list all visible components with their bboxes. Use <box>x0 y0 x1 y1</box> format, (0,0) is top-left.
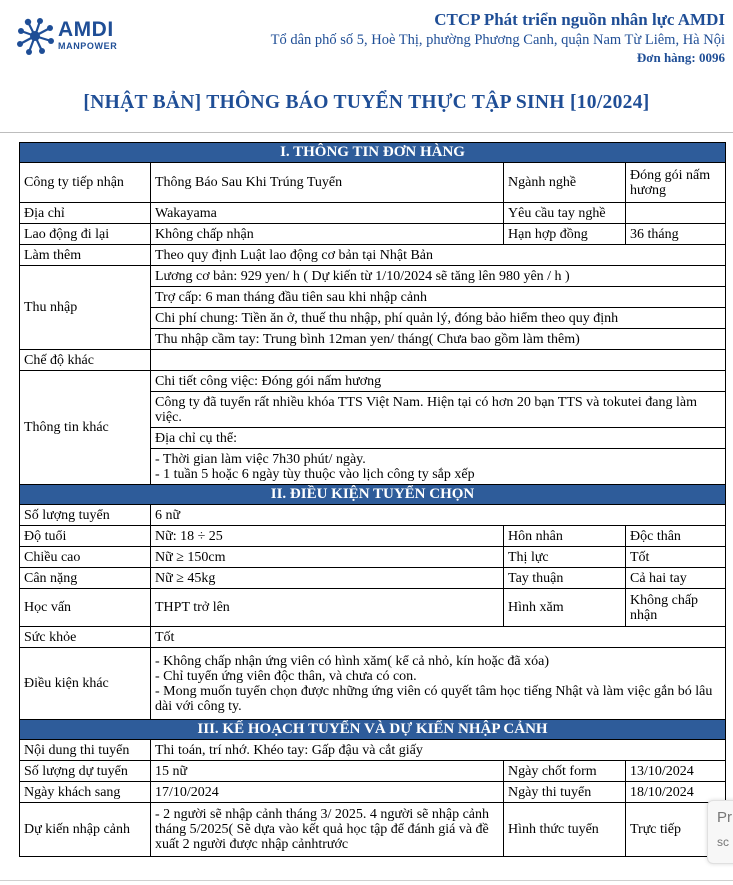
field-label: Cân nặng <box>20 568 151 589</box>
company-address: Tổ dân phố số 5, Hoè Thị, phường Phương Canh, quận Nam Từ Liêm, Hà Nội <box>270 32 725 48</box>
exam-content-value: Thi toán, trí nhớ. Khéo tay: Gấp đậu và cắt giấy <box>151 740 726 761</box>
other-conditions-cell <box>151 648 726 720</box>
other-info-line: - 1 tuần 5 hoặc 6 ngày tùy thuộc vào lịch công ty sắp xếp <box>155 466 475 482</box>
recruitment-sheet <box>19 142 725 857</box>
order-number: Đơn hàng: 0096 <box>636 50 725 65</box>
accompany-value: Không chấp nhận <box>151 224 504 245</box>
age-value: Nữ: 18 ÷ 25 <box>151 526 504 547</box>
income-line: Trợ cấp: 6 man tháng đầu tiên sau khi nhập cảnh <box>151 287 726 308</box>
field-label: Ngành nghề <box>504 163 626 203</box>
side-popup[interactable] <box>707 800 733 864</box>
field-label: Hôn nhân <box>504 526 626 547</box>
popup-text: Pr <box>717 809 732 826</box>
income-line: Lương cơ bản: 929 yen/ h ( Dự kiến từ 1/10/2024 sẽ tăng lên 980 yên / h ) <box>151 266 726 287</box>
industry-value: Đóng gói nấm hương <box>626 163 726 203</box>
other-benefit-value <box>151 350 726 371</box>
exam-date-value: 18/10/2024 <box>626 782 726 803</box>
field-label: Hình xăm <box>504 589 626 627</box>
edu-value: THPT trở lên <box>151 589 504 627</box>
table-row <box>20 782 726 803</box>
field-label: Thị lực <box>504 547 626 568</box>
section-heading-row <box>20 720 726 740</box>
skill-value <box>626 203 726 224</box>
field-label: Học vấn <box>20 589 151 627</box>
field-label: Tay thuận <box>504 568 626 589</box>
table-row <box>20 648 726 720</box>
company-name: CTCP Phát triển nguồn nhân lực AMDI <box>434 10 725 29</box>
field-label: Ngày thi tuyển <box>504 782 626 803</box>
field-label: Hình thức tuyển <box>504 803 626 857</box>
table-row <box>20 371 726 392</box>
section-heading-row <box>20 143 726 163</box>
section-2-heading: II. ĐIỀU KIỆN TUYỂN CHỌN <box>20 485 726 505</box>
table-row <box>20 627 726 648</box>
height-value: Nữ ≥ 150cm <box>151 547 504 568</box>
condition-line: - Mong muốn tuyển chọn được những ứng viên có quyết tâm học tiếng Nhật và làm việc gắn bó lâu dài với công ty. <box>155 683 713 714</box>
field-label: Thu nhập <box>20 266 151 350</box>
company-info <box>271 9 725 66</box>
field-label: Chế độ khác <box>20 350 151 371</box>
table-row <box>20 589 726 627</box>
field-label: Điều kiện khác <box>20 648 151 720</box>
field-label: Nội dung thi tuyển <box>20 740 151 761</box>
table-row <box>20 224 726 245</box>
recruitment-table <box>19 142 726 857</box>
field-label: Sức khỏe <box>20 627 151 648</box>
table-row <box>20 526 726 547</box>
field-label: Số lượng tuyển <box>20 505 151 526</box>
field-label: Ngày khách sang <box>20 782 151 803</box>
field-label: Hạn hợp đồng <box>504 224 626 245</box>
section-heading-row <box>20 485 726 505</box>
visit-date-value: 17/10/2024 <box>151 782 504 803</box>
condition-line: - Không chấp nhận ứng viên có hình xăm( kể cả nhỏ, kín hoặc đã xóa) <box>155 653 550 669</box>
field-label: Thông tin khác <box>20 371 151 485</box>
table-row <box>20 505 726 526</box>
field-label: Số lượng dự tuyển <box>20 761 151 782</box>
table-row <box>20 203 726 224</box>
recruit-form-value: Trực tiếp <box>626 803 726 857</box>
field-label: Chiều cao <box>20 547 151 568</box>
field-label: Địa chỉ <box>20 203 151 224</box>
work-schedule-cell <box>151 449 726 485</box>
field-label: Yêu cầu tay nghề <box>504 203 626 224</box>
overtime-value: Theo quy định Luật lao động cơ bản tại Nhật Bản <box>151 245 726 266</box>
table-row <box>20 547 726 568</box>
field-label: Công ty tiếp nhận <box>20 163 151 203</box>
marital-value: Độc thân <box>626 526 726 547</box>
page-title: [NHẬT BẢN] THÔNG BÁO TUYỂN THỰC TẬP SINH [10/2024] <box>83 92 650 113</box>
field-label: Độ tuổi <box>20 526 151 547</box>
company-logo <box>16 17 126 57</box>
table-row <box>20 761 726 782</box>
entry-plan-value: - 2 người sẽ nhập cảnh tháng 3/ 2025. 4 người sẽ nhập cảnh tháng 5/2025( Sẽ dựa vào kết quả học tập để đánh giá và đề xuất 2 người được nhập cảnhtrước <box>151 803 504 857</box>
table-row <box>20 568 726 589</box>
table-row <box>20 803 726 857</box>
field-label: Lao động đi lại <box>20 224 151 245</box>
section-1-heading: I. THÔNG TIN ĐƠN HÀNG <box>20 143 726 163</box>
field-label: Ngày chốt form <box>504 761 626 782</box>
title-divider <box>0 132 733 133</box>
other-info-line: - Thời gian làm việc 7h30 phút/ ngày. <box>155 451 366 467</box>
field-label: Làm thêm <box>20 245 151 266</box>
hand-value: Cả hai tay <box>626 568 726 589</box>
contract-value: 36 tháng <box>626 224 726 245</box>
logo-main-text: AMDI <box>58 18 114 41</box>
address-value: Wakayama <box>151 203 504 224</box>
popup-text: sc <box>717 835 729 849</box>
condition-line: - Chỉ tuyển ứng viên độc thân, và chưa có con. <box>155 668 417 684</box>
weight-value: Nữ ≥ 45kg <box>151 568 504 589</box>
bottom-divider <box>0 880 733 881</box>
logo-sub-text: MANPOWER <box>58 41 118 51</box>
close-date-value: 13/10/2024 <box>626 761 726 782</box>
table-row <box>20 350 726 371</box>
table-row <box>20 740 726 761</box>
section-3-heading: III. KẾ HOẠCH TUYỂN VÀ DỰ KIẾN NHẬP CẢNH <box>20 720 726 740</box>
people-network-icon <box>16 17 56 57</box>
company-value: Thông Báo Sau Khi Trúng Tuyển <box>151 163 504 203</box>
income-line: Thu nhập cầm tay: Trung bình 12man yen/ tháng( Chưa bao gồm làm thêm) <box>151 329 726 350</box>
logo-wordmark <box>58 19 117 52</box>
other-info-line: Địa chỉ cụ thể: <box>151 428 726 449</box>
other-info-line: Chi tiết công việc: Đóng gói nấm hương <box>151 371 726 392</box>
table-row <box>20 266 726 287</box>
expected-qty-value: 15 nữ <box>151 761 504 782</box>
tattoo-value: Không chấp nhận <box>626 589 726 627</box>
qty-value: 6 nữ <box>151 505 726 526</box>
other-info-line: Công ty đã tuyển rất nhiều khóa TTS Việt Nam. Hiện tại có hơn 20 bạn TTS và tokutei đang làm việc. <box>151 392 726 428</box>
table-row <box>20 163 726 203</box>
health-value: Tốt <box>151 627 726 648</box>
page-header <box>0 0 733 90</box>
table-row <box>20 245 726 266</box>
income-line: Chi phí chung: Tiền ăn ở, thuế thu nhập, phí quản lý, đóng bảo hiểm theo quy định <box>151 308 726 329</box>
field-label: Dự kiến nhập cảnh <box>20 803 151 857</box>
vision-value: Tốt <box>626 547 726 568</box>
